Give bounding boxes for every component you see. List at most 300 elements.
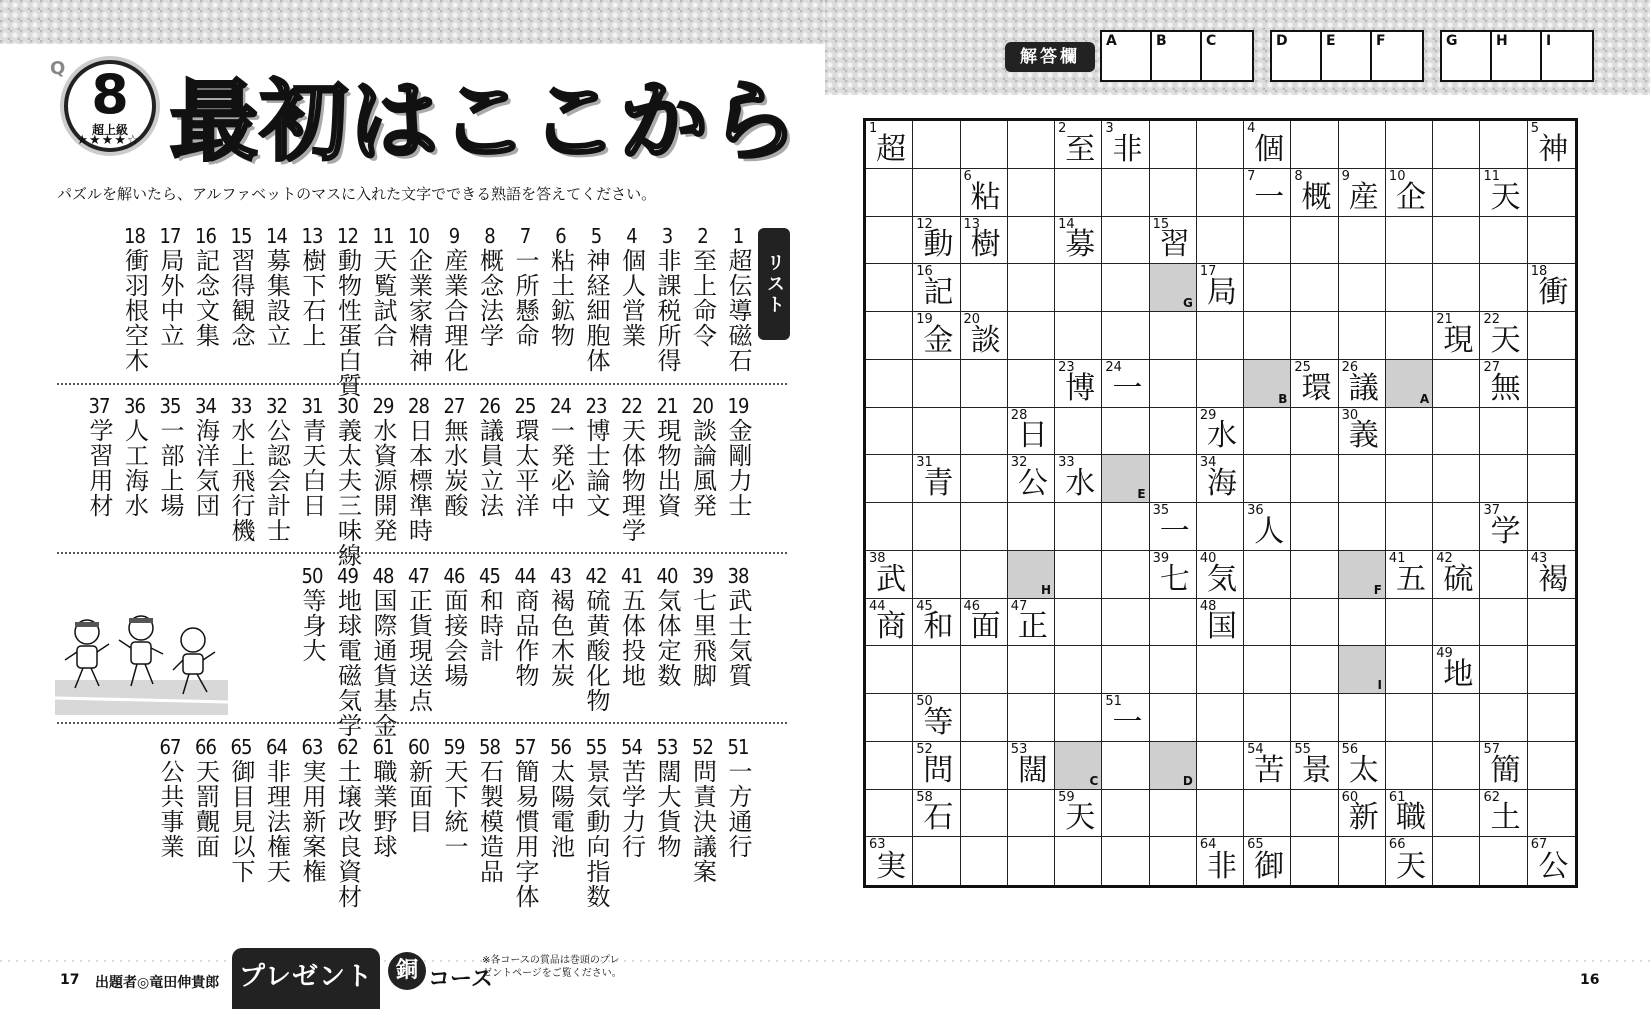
grid-cell[interactable] [1528,264,1575,312]
grid-cell[interactable] [1102,694,1149,742]
grid-cell[interactable] [1008,694,1055,742]
grid-cell[interactable] [1197,694,1244,742]
answer-cell[interactable] [1202,32,1252,80]
grid-cell[interactable] [1102,503,1149,551]
grid-cell[interactable] [961,264,1008,312]
word-number: 27 [443,394,465,418]
grid-cell[interactable] [1102,217,1149,265]
grid-cell[interactable] [961,646,1008,694]
grid-cell[interactable] [1291,169,1338,217]
answer-cell-letter: C [1206,33,1217,49]
grid-cell[interactable] [1197,217,1244,265]
grid-cell[interactable] [1244,742,1291,790]
grid-cell[interactable] [1150,360,1197,408]
grid-cell[interactable] [1339,694,1386,742]
grid-cell[interactable] [913,646,960,694]
grid-cell[interactable] [1102,837,1149,885]
grid-cell[interactable] [1150,408,1197,456]
grid-cell[interactable] [1197,121,1244,169]
grid-cell[interactable] [1055,217,1102,265]
grid-cell[interactable] [1528,121,1575,169]
grid-cell[interactable] [1244,837,1291,885]
grid-cell[interactable] [1055,599,1102,647]
grid-cell[interactable] [1291,503,1338,551]
grid-cell[interactable] [1055,646,1102,694]
given-character: 水 [1065,466,1096,501]
grid-cell[interactable] [1433,503,1480,551]
grid-cell[interactable] [1480,742,1527,790]
grid-cell[interactable] [1339,599,1386,647]
grid-cell[interactable] [913,742,960,790]
grid-cell[interactable] [1008,742,1055,790]
grid-cell[interactable] [961,790,1008,838]
answer-cell[interactable] [1442,32,1492,80]
grid-cell[interactable] [866,360,913,408]
grid-cell[interactable] [1480,599,1527,647]
grid-cell[interactable] [1528,312,1575,360]
grid-cell[interactable] [866,837,913,885]
grid-cell[interactable] [1008,503,1055,551]
grid-cell[interactable] [1102,790,1149,838]
word-number: 18 [124,224,145,248]
grid-cell[interactable] [1150,551,1197,599]
grid-cell[interactable] [1339,312,1386,360]
grid-cell-answer[interactable] [1386,360,1433,408]
answer-cell[interactable] [1542,32,1592,80]
grid-cell[interactable] [1244,790,1291,838]
grid-cell[interactable] [866,169,913,217]
answer-cell[interactable] [1372,32,1422,80]
grid-cell[interactable] [913,408,960,456]
grid-cell[interactable] [913,217,960,265]
grid-cell[interactable] [866,646,913,694]
grid-cell[interactable] [913,551,960,599]
word-text: 七里飛脚 [688,588,717,688]
grid-cell[interactable] [961,217,1008,265]
grid-cell[interactable] [1150,599,1197,647]
grid-cell[interactable] [1433,217,1480,265]
grid-cell[interactable] [1008,121,1055,169]
grid-cell[interactable] [1386,694,1433,742]
grid-cell[interactable] [1055,694,1102,742]
grid-cell[interactable] [1055,408,1102,456]
grid-cell[interactable] [1528,599,1575,647]
word-entry [117,224,153,373]
grid-cell[interactable] [1008,408,1055,456]
grid-cell[interactable] [1386,551,1433,599]
grid-cell[interactable] [1480,646,1527,694]
grid-cell[interactable] [913,121,960,169]
grid-cell[interactable] [1291,599,1338,647]
grid-cell[interactable] [1339,169,1386,217]
clue-number: 21 [1436,312,1453,327]
grid-cell[interactable] [1244,312,1291,360]
grid-cell[interactable] [1528,837,1575,885]
answer-cell[interactable] [1102,32,1152,80]
answer-letter-marker: D [1182,773,1193,788]
grid-cell[interactable] [1480,121,1527,169]
grid-cell[interactable] [866,790,913,838]
grid-cell[interactable] [1244,217,1291,265]
grid-cell[interactable] [1528,646,1575,694]
grid-cell[interactable] [1386,837,1433,885]
grid-cell[interactable] [1291,264,1338,312]
answer-cell[interactable] [1322,32,1372,80]
word-number: 6 [555,224,566,248]
grid-cell[interactable] [866,217,913,265]
grid-cell[interactable] [1197,646,1244,694]
grid-cell[interactable] [1008,455,1055,503]
word-entry [259,735,295,884]
grid-cell[interactable] [1102,121,1149,169]
grid-cell[interactable] [1528,360,1575,408]
given-character: 七 [1159,561,1190,597]
grid-cell[interactable] [1150,312,1197,360]
grid-cell[interactable] [1480,360,1527,408]
grid-cell[interactable] [1291,408,1338,456]
grid-cell[interactable] [1433,837,1480,885]
grid-cell[interactable] [913,790,960,838]
word-entry [436,224,472,373]
grid-cell[interactable] [1008,790,1055,838]
grid-cell[interactable] [1433,790,1480,838]
grid-cell[interactable] [1102,264,1149,312]
grid-cell[interactable] [1528,169,1575,217]
word-entry [507,735,543,909]
grid-cell[interactable] [1150,503,1197,551]
grid-cell[interactable] [913,503,960,551]
grid-cell[interactable] [1433,121,1480,169]
word-entry [401,394,437,543]
grid-cell[interactable] [913,312,960,360]
grid-cell[interactable] [1339,503,1386,551]
word-text: 問責決議案 [688,759,717,884]
grid-cell[interactable] [1386,408,1433,456]
grid-cell[interactable] [1386,646,1433,694]
grid-cell[interactable] [961,837,1008,885]
grid-cell[interactable] [1433,169,1480,217]
grid-cell[interactable] [866,694,913,742]
grid-cell[interactable] [1528,217,1575,265]
grid-cell[interactable] [1055,360,1102,408]
word-text: 非課税所得 [653,248,681,373]
grid-cell[interactable] [1244,646,1291,694]
grid-cell-answer[interactable] [1339,646,1386,694]
grid-cell[interactable] [1433,264,1480,312]
grid-cell[interactable] [1197,312,1244,360]
grid-cell[interactable] [1055,503,1102,551]
grid-cell[interactable] [961,121,1008,169]
grid-cell[interactable] [866,264,913,312]
clue-number: 26 [1341,359,1359,375]
grid-cell[interactable] [1197,599,1244,647]
grid-cell[interactable] [1386,599,1433,647]
grid-cell[interactable] [1197,360,1244,408]
grid-cell[interactable] [1150,790,1197,838]
grid-cell[interactable] [1386,169,1433,217]
grid-cell[interactable] [1244,264,1291,312]
grid-cell-answer[interactable] [1150,264,1197,312]
grid-cell[interactable] [1197,742,1244,790]
grid-cell[interactable] [1291,551,1338,599]
given-character: 太 [1348,752,1379,788]
given-character: 記 [923,275,954,310]
grid-cell[interactable] [913,360,960,408]
grid-cell[interactable] [1386,742,1433,790]
grid-cell[interactable] [1386,312,1433,360]
grid-cell[interactable] [913,264,960,312]
grid-cell[interactable] [1055,837,1102,885]
word-number: 21 [656,394,678,418]
grid-cell[interactable] [1197,503,1244,551]
given-character: 苦 [1254,752,1285,788]
grid-cell[interactable] [1008,264,1055,312]
grid-cell[interactable] [1055,455,1102,503]
grid-cell[interactable] [1339,121,1386,169]
grid-cell[interactable] [961,408,1008,456]
grid-cell[interactable] [961,694,1008,742]
grid-cell-answer[interactable] [1055,742,1102,790]
grid-cell-answer[interactable] [1102,455,1149,503]
grid-cell[interactable] [1150,121,1197,169]
grid-cell[interactable] [1291,837,1338,885]
grid-cell[interactable] [1008,312,1055,360]
word-text: 習得観念 [227,248,255,348]
grid-cell[interactable] [961,455,1008,503]
given-character: 等 [923,704,954,740]
grid-cell[interactable] [1291,694,1338,742]
grid-cell[interactable] [1339,217,1386,265]
word-number: 3 [661,224,673,248]
answer-cell[interactable] [1152,32,1202,80]
word-number: 42 [585,564,607,588]
grid-cell[interactable] [1244,551,1291,599]
grid-cell[interactable] [1528,742,1575,790]
word-text: 博士論文 [582,418,610,518]
grid-cell[interactable] [1386,455,1433,503]
grid-cell[interactable] [1339,408,1386,456]
word-text: 環太平洋 [511,418,539,518]
grid-cell[interactable] [1480,551,1527,599]
grid-cell[interactable] [1291,742,1338,790]
grid-cell[interactable] [866,455,913,503]
clue-number: 48 [1199,598,1217,614]
grid-cell[interactable] [1339,264,1386,312]
grid-cell[interactable] [1480,503,1527,551]
word-entry [543,735,579,859]
grid-cell[interactable] [1102,599,1149,647]
grid-cell[interactable] [1339,837,1386,885]
grid-cell[interactable] [1291,312,1338,360]
word-entry [117,394,153,518]
grid-cell[interactable] [1244,599,1291,647]
given-character: 非 [1206,849,1237,884]
word-entry [578,564,614,713]
grid-cell[interactable] [1528,694,1575,742]
grid-cell[interactable] [1433,599,1480,647]
grid-cell[interactable] [1102,551,1149,599]
grid-cell[interactable] [1008,360,1055,408]
grid-cell[interactable] [1480,217,1527,265]
grid-cell[interactable] [1102,360,1149,408]
grid-cell[interactable] [1291,121,1338,169]
word-number: 38 [727,564,749,588]
grid-cell-answer[interactable] [1244,360,1291,408]
answer-letter-marker: C [1089,773,1099,788]
grid-cell[interactable] [1055,551,1102,599]
grid-cell[interactable] [1433,694,1480,742]
grid-cell[interactable] [1244,503,1291,551]
word-text: 石製模造品 [475,759,504,884]
grid-cell[interactable] [1480,169,1527,217]
grid-cell[interactable] [1008,217,1055,265]
grid-cell[interactable] [1386,264,1433,312]
grid-cell[interactable] [1102,408,1149,456]
grid-cell[interactable] [1528,503,1575,551]
grid-cell[interactable] [1150,217,1197,265]
clue-number: 5 [1530,121,1539,136]
grid-cell[interactable] [1339,742,1386,790]
grid-cell[interactable] [1480,694,1527,742]
grid-cell[interactable] [1386,503,1433,551]
grid-cell-answer[interactable] [1339,551,1386,599]
grid-cell[interactable] [1244,169,1291,217]
word-entry [294,394,330,518]
word-entry [152,224,188,348]
grid-cell[interactable] [1102,646,1149,694]
grid-cell[interactable] [1386,217,1433,265]
grid-cell[interactable] [913,169,960,217]
clue-number: 16 [916,264,933,280]
grid-cell[interactable] [1291,217,1338,265]
grid-cell[interactable] [1008,837,1055,885]
grid-cell[interactable] [866,551,913,599]
word-number: 43 [550,564,571,588]
grid-cell[interactable] [1291,360,1338,408]
grid-cell[interactable] [1197,551,1244,599]
grid-cell-answer[interactable] [1150,742,1197,790]
grid-cell[interactable] [1433,408,1480,456]
grid-cell[interactable] [1008,646,1055,694]
grid-cell[interactable] [1055,264,1102,312]
answer-cell[interactable] [1492,32,1542,80]
grid-cell[interactable] [961,599,1008,647]
grid-cell[interactable] [913,837,960,885]
grid-cell[interactable] [1433,312,1480,360]
grid-cell[interactable] [1102,742,1149,790]
grid-cell[interactable] [1480,837,1527,885]
grid-cell[interactable] [866,742,913,790]
grid-cell[interactable] [1339,790,1386,838]
grid-cell[interactable] [1433,742,1480,790]
grid-cell[interactable] [866,312,913,360]
answer-cell[interactable] [1272,32,1322,80]
grid-cell[interactable] [1433,646,1480,694]
course-label: コース [428,967,493,992]
grid-cell[interactable] [1197,169,1244,217]
grid-cell-answer[interactable] [1008,551,1055,599]
grid-cell[interactable] [1480,264,1527,312]
word-number: 8 [484,224,495,248]
grid-cell[interactable] [1528,455,1575,503]
grid-cell[interactable] [1150,455,1197,503]
grid-cell[interactable] [1244,455,1291,503]
grid-cell[interactable] [1055,169,1102,217]
grid-cell[interactable] [1055,312,1102,360]
given-character: 硫 [1443,561,1474,597]
grid-cell[interactable] [1480,312,1527,360]
grid-cell[interactable] [961,169,1008,217]
grid-cell[interactable] [1150,169,1197,217]
grid-cell[interactable] [1291,455,1338,503]
grid-cell[interactable] [913,694,960,742]
grid-cell[interactable] [1386,121,1433,169]
grid-cell[interactable] [1433,551,1480,599]
grid-cell[interactable] [866,408,913,456]
grid-cell[interactable] [1480,455,1527,503]
grid-cell[interactable] [1528,790,1575,838]
grid-cell[interactable] [961,360,1008,408]
grid-cell[interactable] [1197,264,1244,312]
grid-cell[interactable] [913,599,960,647]
grid-cell[interactable] [1008,169,1055,217]
grid-cell[interactable] [866,599,913,647]
word-entry [472,735,508,884]
grid-cell[interactable] [1244,408,1291,456]
given-character: 環 [1301,370,1332,406]
grid-cell[interactable] [1150,837,1197,885]
grid-cell[interactable] [1150,646,1197,694]
word-entry [152,394,188,518]
grid-cell[interactable] [1055,790,1102,838]
grid-cell[interactable] [961,312,1008,360]
grid-cell[interactable] [1150,694,1197,742]
grid-cell[interactable] [1433,360,1480,408]
grid-cell[interactable] [1197,837,1244,885]
grid-cell[interactable] [866,121,913,169]
grid-cell[interactable] [961,551,1008,599]
grid-cell[interactable] [1528,551,1575,599]
grid-cell[interactable] [1197,455,1244,503]
grid-cell[interactable] [1480,790,1527,838]
word-text: 義太夫三味線 [333,418,362,568]
grid-cell[interactable] [1197,408,1244,456]
grid-cell[interactable] [1102,312,1149,360]
grid-cell[interactable] [1102,169,1149,217]
answer-label: 解答欄 [1005,42,1095,72]
word-number: 37 [88,394,110,418]
grid-cell[interactable] [1244,121,1291,169]
grid-cell[interactable] [866,503,913,551]
grid-cell[interactable] [1055,121,1102,169]
word-number: 50 [301,564,323,588]
grid-cell[interactable] [1480,408,1527,456]
grid-cell[interactable] [913,455,960,503]
grid-cell[interactable] [1291,790,1338,838]
grid-cell[interactable] [1291,646,1338,694]
grid-cell[interactable] [1386,790,1433,838]
grid-cell[interactable] [961,742,1008,790]
grid-cell[interactable] [1197,790,1244,838]
grid-cell[interactable] [1339,455,1386,503]
grid-cell[interactable] [1339,360,1386,408]
word-entry [720,224,756,373]
grid-cell[interactable] [1244,694,1291,742]
grid-cell[interactable] [961,503,1008,551]
grid-cell[interactable] [1433,455,1480,503]
grid-cell[interactable] [1008,599,1055,647]
grid-cell[interactable] [1528,408,1575,456]
